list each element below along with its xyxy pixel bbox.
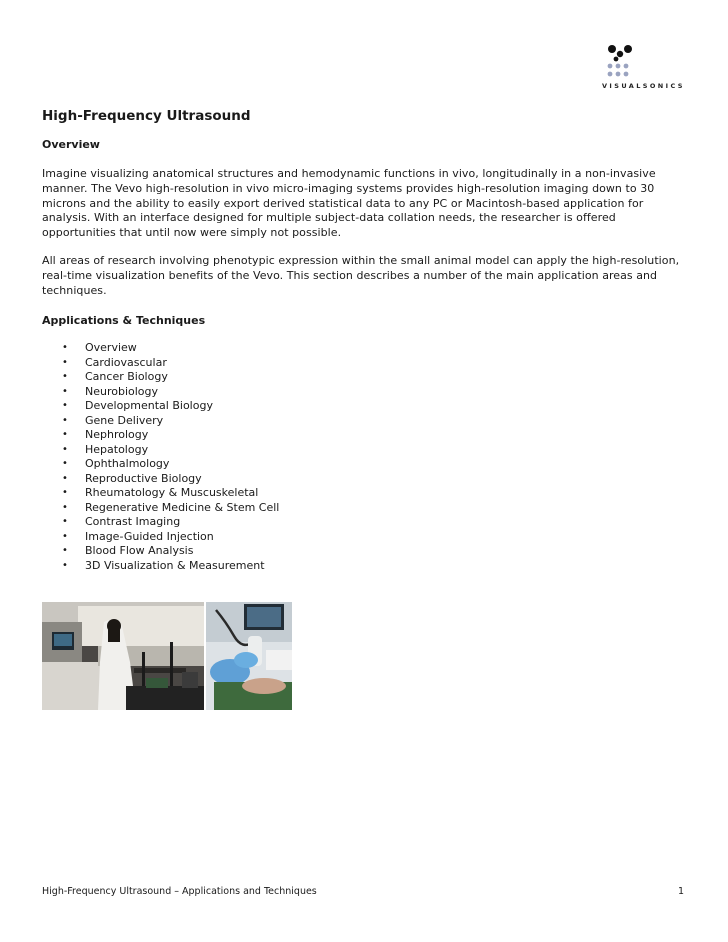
list-item bbox=[62, 515, 279, 530]
bullet-icon: • bbox=[62, 487, 68, 498]
bullet-icon: • bbox=[62, 443, 68, 455]
list-item-label: Blood Flow Analysis bbox=[85, 544, 194, 557]
page-number: 1 bbox=[678, 886, 685, 897]
list-item bbox=[62, 428, 279, 443]
list-item-label: Ophthalmology bbox=[85, 457, 170, 470]
lab-photo bbox=[42, 602, 204, 710]
bullet-icon: • bbox=[62, 342, 68, 353]
list-item bbox=[62, 370, 279, 385]
list-item bbox=[62, 457, 279, 472]
list-item bbox=[62, 414, 279, 429]
probe-photo-illustration bbox=[206, 602, 292, 710]
bullet-icon: • bbox=[62, 385, 68, 397]
list-item-label: Neurobiology bbox=[85, 384, 159, 398]
overview-heading: Overview bbox=[42, 138, 100, 151]
bullet-icon: • bbox=[62, 458, 68, 469]
overview-paragraph-2: All areas of research involving phenotypic expression within the small animal model can apply the high-resolution, real-time visualization benefits of the Vevo. This section describes a number of the main application areas and techniques. bbox=[42, 254, 680, 297]
list-item bbox=[62, 385, 279, 400]
list-item-label: Rheumatology & Muscuskeletal bbox=[85, 486, 259, 499]
list-item-label: Cardiovascular bbox=[85, 355, 167, 369]
logo-mark-icon bbox=[606, 44, 638, 78]
list-item bbox=[62, 399, 279, 414]
list-item-label: Hepatology bbox=[85, 442, 149, 456]
bullet-icon: • bbox=[62, 400, 68, 411]
bullet-icon: • bbox=[62, 414, 68, 426]
bullet-icon: • bbox=[62, 545, 68, 556]
list-item-label: Image-Guided Injection bbox=[85, 529, 214, 543]
page-title: High-Frequency Ultrasound bbox=[42, 108, 251, 124]
bullet-icon: • bbox=[62, 516, 68, 527]
list-item bbox=[62, 356, 279, 371]
list-item bbox=[62, 341, 279, 356]
list-item-label: Developmental Biology bbox=[85, 399, 213, 412]
footer-title: High-Frequency Ultrasound – Applications and Techniques bbox=[42, 886, 317, 897]
list-item bbox=[62, 472, 279, 487]
list-item-label: Reproductive Biology bbox=[85, 471, 202, 485]
bullet-icon: • bbox=[62, 501, 68, 513]
overview-paragraph-1: Imagine visualizing anatomical structures and hemodynamic functions in vivo, longitudinally in a non-invasive manner. The Vevo high-resolution in vivo micro-imaging systems provides high-resolution imaging down to 30 microns and the ability to easily export derived statistical data to any PC or Macintosh-based application for analysis. With an interface designed for multiple subject-data collation needs, the researcher is offered opportunities that until now were simply not possible. bbox=[42, 167, 656, 240]
list-item bbox=[62, 544, 279, 559]
bullet-icon: • bbox=[62, 472, 68, 484]
list-item bbox=[62, 501, 279, 516]
list-item-label: Regenerative Medicine & Stem Cell bbox=[85, 500, 280, 514]
list-item bbox=[62, 486, 279, 501]
bullet-icon: • bbox=[62, 356, 68, 368]
applications-list bbox=[62, 341, 279, 573]
bullet-icon: • bbox=[62, 371, 68, 382]
list-item-label: Cancer Biology bbox=[85, 370, 168, 383]
probe-photo bbox=[206, 602, 292, 710]
list-item-label: Gene Delivery bbox=[85, 413, 164, 427]
logo-text: VISUALSONICS bbox=[602, 82, 685, 90]
bullet-icon: • bbox=[62, 530, 68, 542]
list-item bbox=[62, 559, 279, 574]
list-item-label: Overview bbox=[85, 341, 137, 354]
visualsonics-logo bbox=[598, 44, 685, 92]
list-item bbox=[62, 443, 279, 458]
list-item-label: Contrast Imaging bbox=[85, 515, 181, 528]
applications-heading: Applications & Techniques bbox=[42, 314, 206, 327]
bullet-icon: • bbox=[62, 429, 68, 440]
list-item bbox=[62, 530, 279, 545]
list-item-label: 3D Visualization & Measurement bbox=[85, 558, 265, 572]
list-item-label: Nephrology bbox=[85, 428, 149, 441]
bullet-icon: • bbox=[62, 559, 68, 571]
lab-photo-illustration bbox=[42, 602, 204, 710]
